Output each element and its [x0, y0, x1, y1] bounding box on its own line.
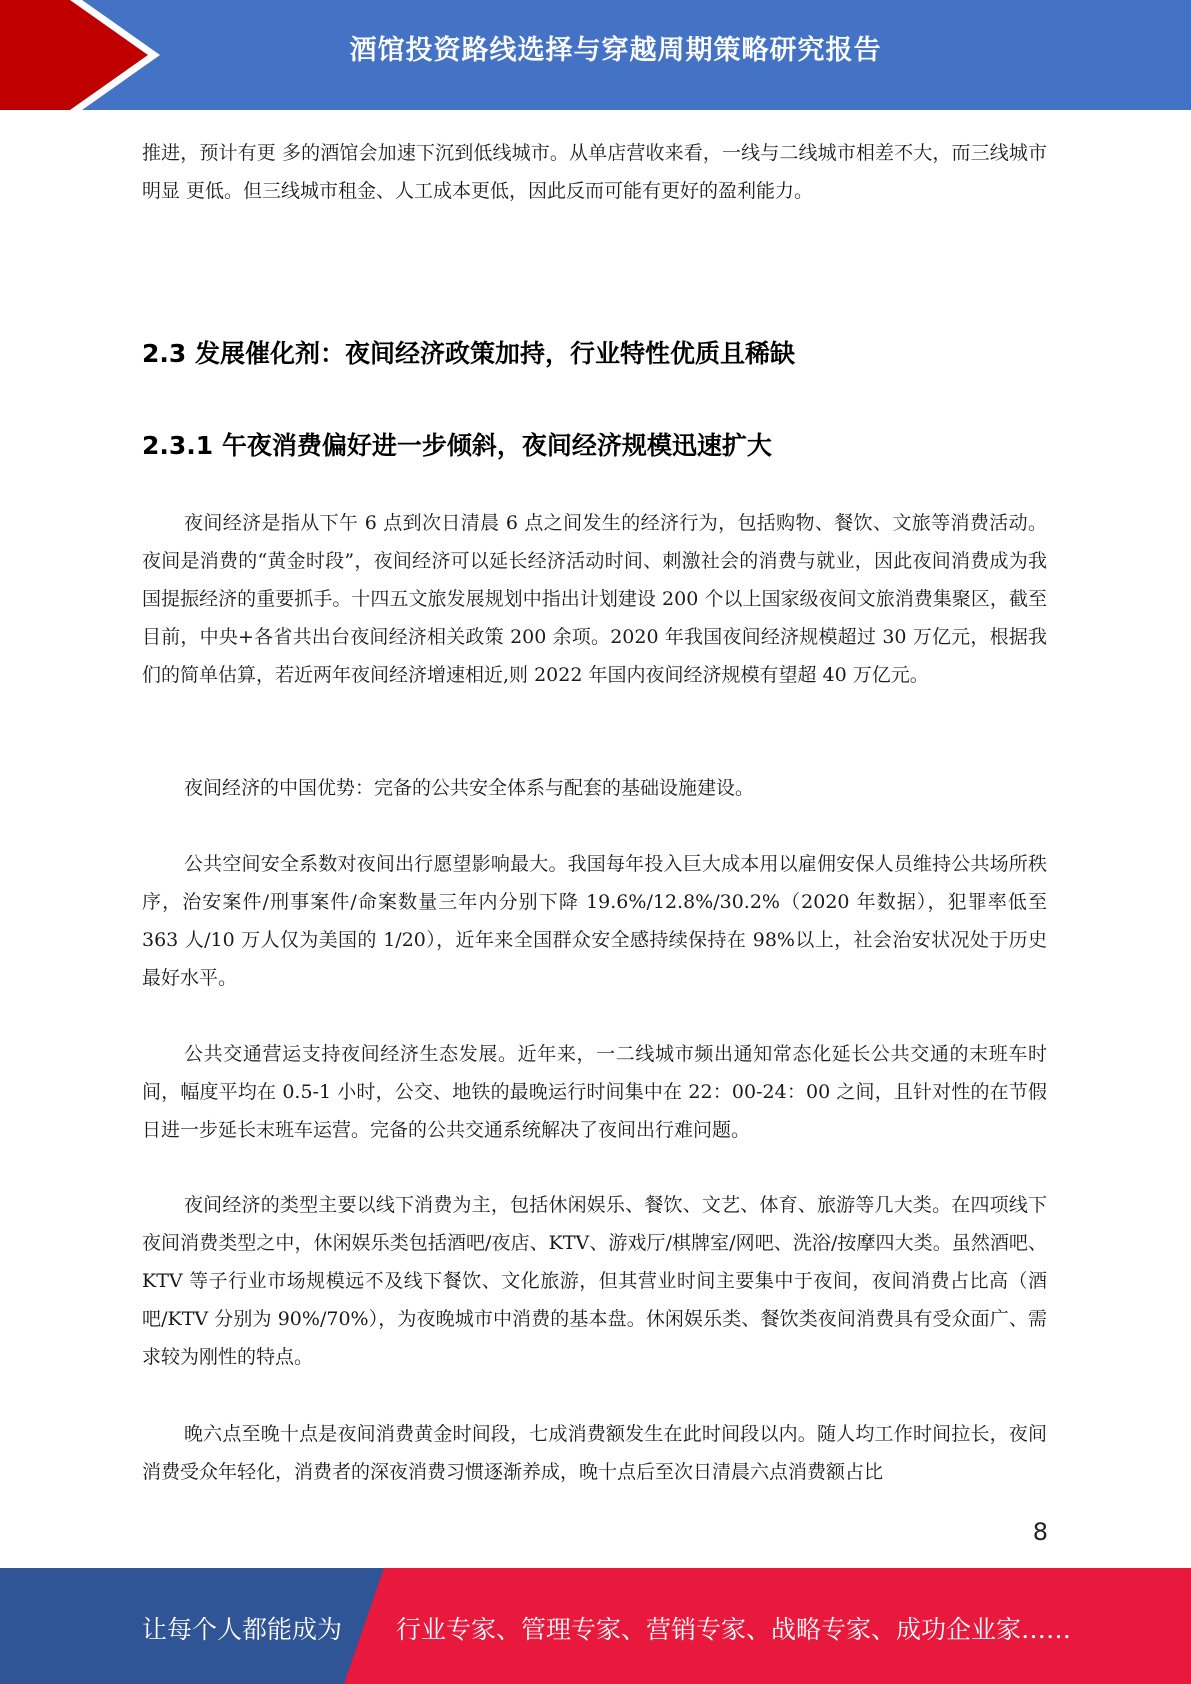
red-arrow-shape [0, 0, 148, 110]
page-number: 8 [1032, 1518, 1048, 1546]
paragraph-golden-hours: 晚六点至晚十点是夜间消费黄金时间段，七成消费额发生在此时间段以内。随人均工作时间拉长，夜间消费受众年轻化，消费者的深夜消费习惯逐渐养成，晚十点后至次日清晨六点消费额占比 [142, 1423, 1047, 1483]
paragraph-china-advantage: 夜间经济的中国优势：完备的公共安全体系与配套的基础设施建设。 [184, 777, 755, 799]
paragraph-public-safety: 公共空间安全系数对夜间出行愿望影响最大。我国每年投入巨大成本用以雇佣安保人员维持公共场所秩序，治安案件/刑事案件/命案数量三年内分别下降 19.6%/12.8%/30.2%（2020 年数据），犯罪率低至 363 人/10 万人仅为美国的 1/20），近年来全国群众安全感持续保持在 98%以上，社会治安状况处于历史最好水平。 [142, 853, 1047, 989]
footer-slogan-left: 让每个人都能成为 [142, 1615, 343, 1644]
page-footer [0, 1568, 1191, 1684]
footer-slogan-right: 行业专家、管理专家、营销专家、战略专家、成功企业家…… [396, 1615, 1072, 1644]
paragraph-consumption-types: 夜间经济的类型主要以线下消费为主，包括休闲娱乐、餐饮、文艺、体育、旅游等几大类。在四项线下夜间消费类型之中，休闲娱乐类包括酒吧/夜店、KTV、游戏厅/棋牌室/网吧、洗浴/按摩四大类。虽然酒吧、KTV 等子行业市场规模远不及线下餐饮、文化旅游，但其营业时间主要集中于夜间，夜间消费占比高（酒吧/KTV 分别为 90%/70%），为夜晚城市中消费的基本盘。休闲娱乐类、餐饮类夜间消费具有受众面广、需求较为刚性的特点。 [142, 1194, 1047, 1368]
subsection-heading: 2.3.1 午夜消费偏好进一步倾斜，夜间经济规模迅速扩大 [142, 431, 772, 460]
page-header [0, 0, 1191, 110]
report-title: 酒馆投资路线选择与穿越周期策略研究报告 [349, 35, 882, 66]
paragraph-public-transport: 公共交通营运支持夜间经济生态发展。近年来，一二线城市频出通知常态化延长公共交通的末班车时间，幅度平均在 0.5-1 小时，公交、地铁的最晚运行时间集中在 22：00-24：00 之间，且针对性的在节假日进一步延长末班车运营。完备的公共交通系统解决了夜间出行难问题。 [142, 1043, 1047, 1141]
intro-paragraph: 推进，预计有更 多的酒馆会加速下沉到低线城市。从单店营收来看，一线与二线城市相差不大，而三线城市明显 更低。但三线城市租金、人工成本更低，因此反而可能有更好的盈利能力。 [142, 142, 1047, 202]
section-heading: 2.3 发展催化剂：夜间经济政策加持，行业特性优质且稀缺 [142, 339, 795, 368]
paragraph-night-economy: 夜间经济是指从下午 6 点到次日清晨 6 点之间发生的经济行为，包括购物、餐饮、文旅等消费活动。夜间是消费的“黄金时段”，夜间经济可以延长经济活动时间、刺激社会的消费与就业，因此夜间消费成为我国提振经济的重要抓手。十四五文旅发展规划中指出计划建设 200 个以上国家级夜间文旅消费集聚区，截至目前，中央+各省共出台夜间经济相关政策 200 余项。2020 年我国夜间经济规模超过 30 万亿元，根据我们的简单估算，若近两年夜间经济增速相近,则 2022 年国内夜间经济规模有望超 40 万亿元。 [142, 512, 1047, 686]
